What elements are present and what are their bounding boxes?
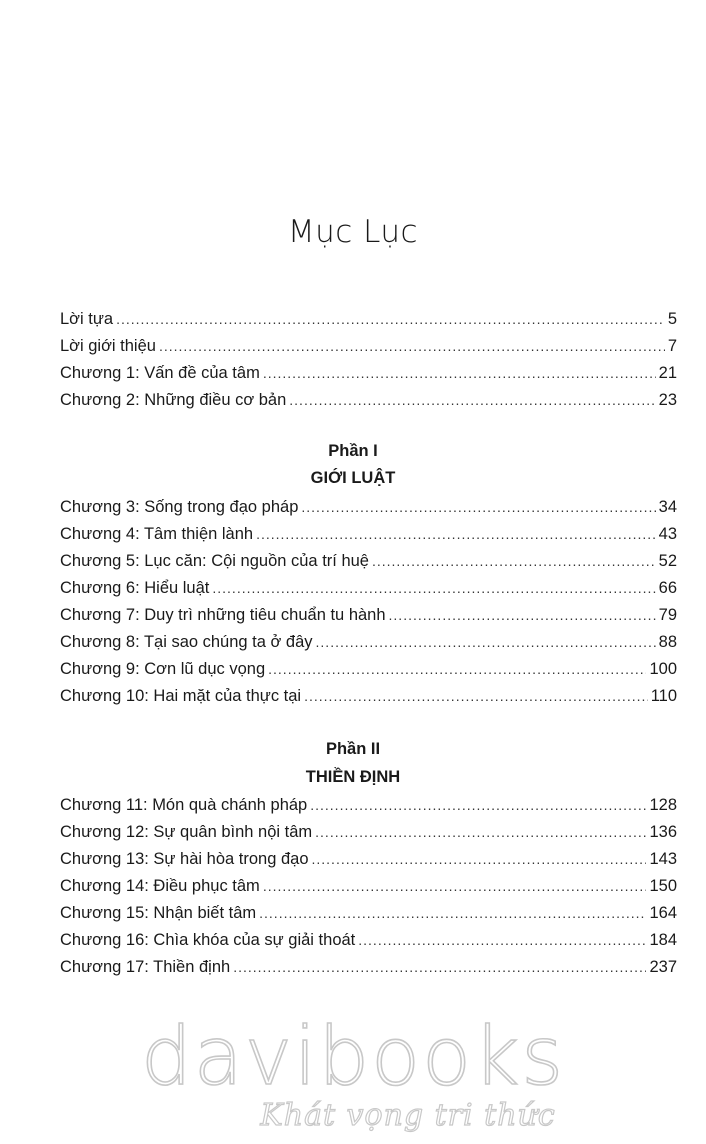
watermark-tagline: Khát vọng tri thức bbox=[260, 1098, 556, 1133]
toc-entry-page: 66 bbox=[658, 579, 677, 597]
toc-entry-page: 88 bbox=[658, 633, 677, 651]
toc-entry bbox=[60, 548, 677, 575]
toc-entry-label: Lời tựa bbox=[60, 310, 114, 328]
toc-dot-leader bbox=[263, 360, 656, 387]
toc-dot-leader bbox=[116, 306, 665, 333]
toc-entry bbox=[60, 954, 677, 981]
toc-dot-leader bbox=[268, 656, 646, 683]
part1-subtitle: GIỚI LUẬT bbox=[310, 469, 396, 487]
toc-entry-page: 79 bbox=[658, 606, 677, 624]
toc-entry bbox=[60, 387, 677, 414]
toc-entry-label: Chương 16: Chìa khóa của sự giải thoát bbox=[60, 931, 356, 949]
toc-entry-label: Chương 15: Nhận biết tâm bbox=[60, 904, 257, 922]
toc-entry bbox=[60, 306, 677, 333]
toc-part1-list bbox=[60, 494, 677, 710]
toc-entry-page: 184 bbox=[649, 931, 677, 949]
toc-entry-page: 150 bbox=[649, 877, 677, 895]
toc-entry bbox=[60, 521, 677, 548]
toc-entry-page: 5 bbox=[667, 310, 677, 328]
toc-dot-leader bbox=[316, 629, 656, 656]
toc-entry-label: Chương 13: Sự hài hòa trong đạo bbox=[60, 850, 309, 868]
toc-entry bbox=[60, 846, 677, 873]
watermark-logo: davibooks bbox=[140, 1010, 566, 1103]
toc-entry bbox=[60, 575, 677, 602]
toc-entry-label: Chương 7: Duy trì những tiêu chuẩn tu hành bbox=[60, 606, 386, 624]
toc-entry-label: Chương 4: Tâm thiện lành bbox=[60, 525, 254, 543]
toc-dot-leader bbox=[259, 900, 646, 927]
toc-entry-label: Chương 1: Vấn đề của tâm bbox=[60, 364, 260, 382]
toc-entry-label: Chương 14: Điều phục tâm bbox=[60, 877, 260, 895]
toc-entry bbox=[60, 656, 677, 683]
toc-dot-leader bbox=[256, 521, 656, 548]
toc-entry-page: 34 bbox=[658, 498, 677, 516]
toc-dot-leader bbox=[312, 846, 647, 873]
toc-dot-leader bbox=[159, 333, 665, 360]
page-title: Mục Lục bbox=[287, 214, 419, 250]
toc-entry-page: 110 bbox=[650, 687, 677, 705]
toc-entry-label: Lời giới thiệu bbox=[60, 337, 156, 355]
toc-entry-page: 128 bbox=[649, 796, 677, 814]
toc-entry bbox=[60, 602, 677, 629]
toc-dot-leader bbox=[304, 683, 648, 710]
toc-dot-leader bbox=[315, 819, 646, 846]
toc-entry bbox=[60, 494, 677, 521]
toc-entry-label: Chương 9: Cơn lũ dục vọng bbox=[60, 660, 266, 678]
toc-entry-label: Chương 12: Sự quân bình nội tâm bbox=[60, 823, 313, 841]
toc-entry bbox=[60, 819, 677, 846]
toc-entry bbox=[60, 629, 677, 656]
toc-dot-leader bbox=[301, 494, 655, 521]
toc-entry-page: 7 bbox=[667, 337, 677, 355]
toc-entry-page: 237 bbox=[649, 958, 677, 976]
toc-entry-page: 100 bbox=[649, 660, 677, 678]
toc-entry-page: 43 bbox=[658, 525, 677, 543]
toc-dot-leader bbox=[389, 602, 656, 629]
toc-dot-leader bbox=[358, 927, 646, 954]
toc-entry-page: 21 bbox=[658, 364, 677, 382]
toc-entry-label: Chương 3: Sống trong đạo pháp bbox=[60, 498, 299, 516]
toc-intro-list bbox=[60, 306, 677, 414]
toc-entry-page: 143 bbox=[649, 850, 677, 868]
toc-dot-leader bbox=[233, 954, 646, 981]
toc-part2-list bbox=[60, 792, 677, 981]
part1-heading: Phần I bbox=[328, 442, 378, 460]
toc-entry-label: Chương 17: Thiền định bbox=[60, 958, 231, 976]
toc-entry-page: 136 bbox=[649, 823, 677, 841]
toc-entry bbox=[60, 792, 677, 819]
toc-entry-label: Chương 11: Món quà chánh pháp bbox=[60, 796, 308, 814]
toc-dot-leader bbox=[212, 575, 655, 602]
toc-entry-label: Chương 8: Tại sao chúng ta ở đây bbox=[60, 633, 313, 651]
toc-dot-leader bbox=[289, 387, 655, 414]
toc-entry bbox=[60, 360, 677, 387]
toc-entry bbox=[60, 927, 677, 954]
toc-entry bbox=[60, 873, 677, 900]
toc-entry-label: Chương 5: Lục căn: Cội nguồn của trí huệ bbox=[60, 552, 369, 570]
toc-entry bbox=[60, 333, 677, 360]
part2-heading: Phần II bbox=[325, 740, 381, 758]
toc-entry-page: 164 bbox=[649, 904, 677, 922]
part2-subtitle: THIỀN ĐỊNH bbox=[305, 768, 401, 786]
toc-entry-page: 52 bbox=[658, 552, 677, 570]
toc-entry-page: 23 bbox=[658, 391, 677, 409]
toc-entry-label: Chương 10: Hai mặt của thực tại bbox=[60, 687, 302, 705]
toc-entry bbox=[60, 900, 677, 927]
toc-entry-label: Chương 6: Hiểu luật bbox=[60, 579, 210, 597]
toc-entry-label: Chương 2: Những điều cơ bản bbox=[60, 391, 287, 409]
toc-dot-leader bbox=[310, 792, 646, 819]
toc-dot-leader bbox=[372, 548, 656, 575]
toc-dot-leader bbox=[263, 873, 647, 900]
toc-entry bbox=[60, 683, 677, 710]
